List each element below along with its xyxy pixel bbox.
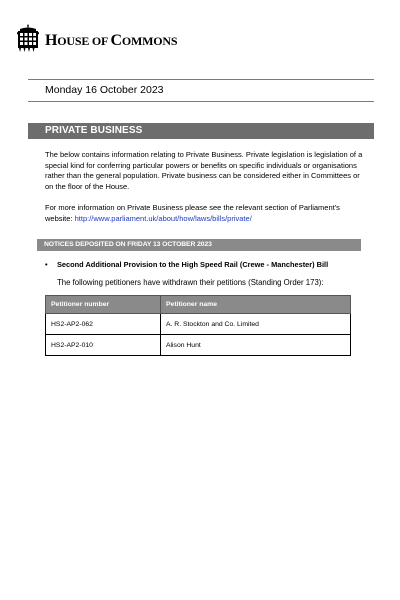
bill-title: Second Additional Provision to the High Speed Rail (Crewe - Manchester) Bill — [57, 260, 329, 269]
section-heading: PRIVATE BUSINESS — [28, 123, 374, 139]
order-paper-date: Monday 16 October 2023 — [45, 84, 164, 96]
logo-wordmark: HOUSE OF COMMONS — [45, 32, 178, 49]
more-info-text: For more information on Private Business please see the relevant section of Parliament's website: — [45, 203, 340, 223]
date-divider — [28, 101, 374, 102]
private-bills-link[interactable]: http://www.parliament.uk/about/how/laws/bills/private/ — [74, 213, 252, 223]
petitioner-number-cell: HS2-AP2-010 — [46, 335, 161, 356]
petitioner-number-header: Petitioner number — [46, 296, 161, 314]
more-info-paragraph — [45, 203, 365, 224]
petition-intro: The following petitioners have withdrawn their petitions (Standing Order 173): — [57, 278, 324, 287]
table-row — [46, 335, 351, 356]
notices-heading: NOTICES DEPOSITED ON FRIDAY 13 OCTOBER 2023 — [37, 239, 361, 251]
house-of-commons-logo — [17, 24, 177, 52]
petitioner-name-header: Petitioner name — [161, 296, 351, 314]
bill-item — [45, 260, 328, 269]
petitioners-table — [45, 295, 351, 356]
table-row — [46, 314, 351, 335]
petitioner-number-cell: HS2-AP2-062 — [46, 314, 161, 335]
bullet-marker: • — [45, 260, 48, 269]
portcullis-icon — [17, 24, 39, 52]
petitioner-name-cell: A. R. Stockton and Co. Limited — [161, 314, 351, 335]
table-header-row — [46, 296, 351, 314]
petitioner-name-cell: Alison Hunt — [161, 335, 351, 356]
top-divider — [28, 79, 374, 80]
intro-paragraph: The below contains information relating to Private Business. Private legislation is legislation of a special kind for conferring particular powers or benefits on specific individuals or organisations rather than the general population. Private business can be considered either in Committees or on the floor of the House. — [45, 150, 363, 191]
